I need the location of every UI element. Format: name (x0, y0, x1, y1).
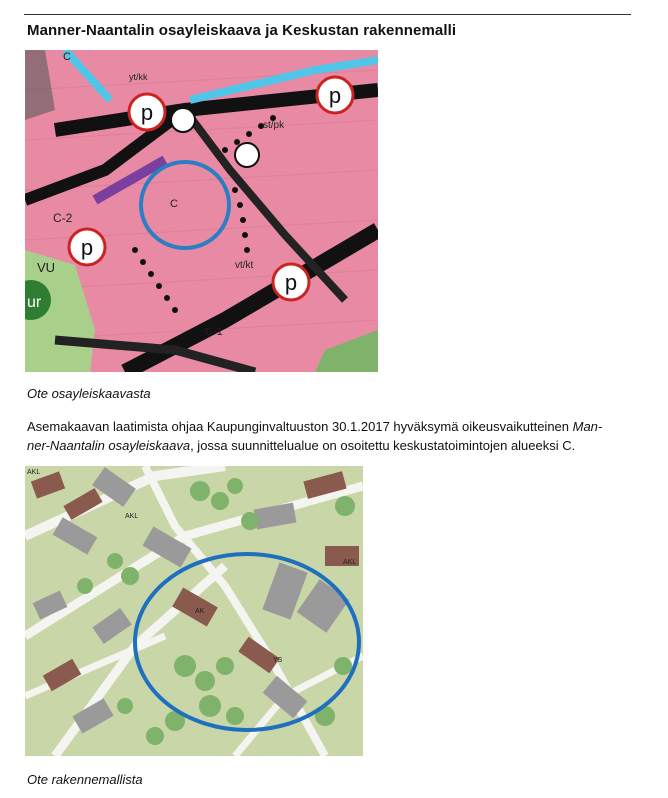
paragraph-italic-line2: ner-Naantalin osayleiskaava (27, 438, 191, 453)
svg-text:AKL: AKL (343, 559, 357, 566)
parking-symbol-3 (69, 229, 105, 265)
svg-text:st/pk: st/pk (263, 120, 285, 131)
section-title: Manner-Naantalin osayleiskaava ja Keskustan rakennemalli (27, 22, 457, 39)
top-rule (24, 14, 631, 15)
paragraph-italic-line1: Man- (572, 419, 603, 434)
structure-model-caption: Ote rakennemallista (27, 772, 143, 787)
svg-text:p: p (284, 270, 298, 295)
body-paragraph (27, 417, 633, 455)
svg-text:AK: AK (195, 608, 205, 615)
svg-text:C-2: C-2 (53, 211, 73, 225)
svg-text:ur: ur (27, 294, 42, 311)
general-plan-map (25, 50, 378, 372)
svg-text:p: p (328, 83, 342, 108)
parking-symbol-2 (317, 77, 353, 113)
structure-model-map-graphic (25, 466, 363, 756)
svg-text:p: p (80, 235, 94, 260)
paragraph-text-start: Asemakaavan laatimista ohjaa Kaupunginvaltuuston 30.1.2017 hyväksymä oikeusvaikutteinen (27, 419, 573, 434)
general-plan-caption: Ote osayleiskaavasta (27, 386, 151, 401)
svg-text:C: C (170, 198, 178, 210)
general-plan-map-graphic (25, 50, 378, 372)
parking-symbol-1 (129, 94, 165, 130)
svg-text:yt/kk: yt/kk (129, 72, 148, 82)
svg-text:p: p (140, 100, 154, 125)
svg-text:AKL: AKL (27, 469, 41, 476)
svg-text:vt/kt: vt/kt (235, 260, 254, 271)
paragraph-text-end: , jossa suunnittelualue on osoitettu keskustatoimintojen alueeksi C. (190, 438, 576, 453)
parking-symbol-4 (273, 264, 309, 300)
svg-text:AKL: AKL (125, 513, 139, 520)
svg-text:C-1: C-1 (205, 326, 223, 338)
svg-text:C: C (63, 51, 71, 63)
svg-text:YS: YS (273, 657, 283, 664)
structure-model-map (25, 466, 363, 756)
svg-text:VU: VU (37, 260, 56, 275)
